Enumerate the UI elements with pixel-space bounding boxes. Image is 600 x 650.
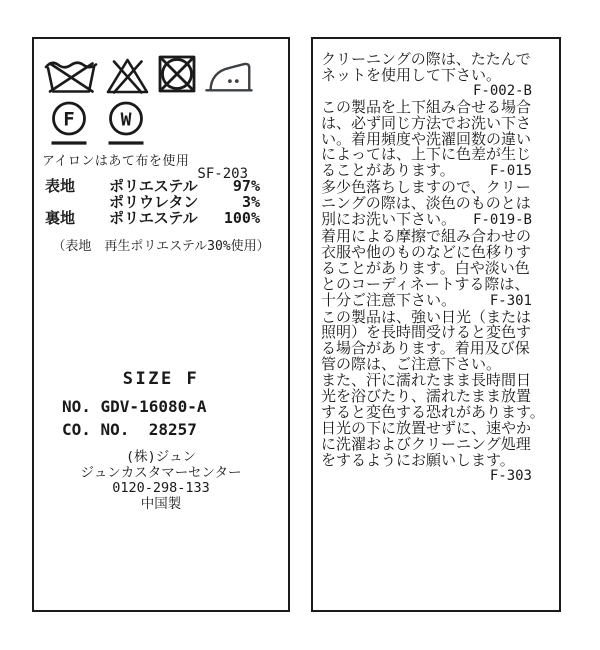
care-code: F-015 xyxy=(489,163,532,180)
care-line-text: は、必ず同じ方法でお洗い下さ xyxy=(321,113,532,132)
care-symbols-panel xyxy=(32,37,290,612)
care-line-text: 十分ご注意下さい。 xyxy=(321,290,457,309)
manufacturer-line: 中国製 xyxy=(140,495,182,512)
fabric-percentage: 100% xyxy=(223,209,260,228)
care-instructions-text xyxy=(313,52,559,484)
care-instruction-line xyxy=(321,469,532,485)
fabric-row xyxy=(34,194,288,210)
care-line-text: る場合があります。着用及び保 xyxy=(321,339,530,358)
do-not-bleach-icon xyxy=(105,57,150,94)
fabric-composition-table xyxy=(34,178,288,227)
fabric-part-label: 表地 xyxy=(45,177,76,195)
fabric-part-label: 裏地 xyxy=(45,209,76,228)
fabric-percentage: 97% xyxy=(232,177,260,195)
care-line-text: クリーニングの際は、たたんで xyxy=(321,50,531,68)
company-number: CO. NO. 28257 xyxy=(62,420,197,439)
do-not-tumble-dry-icon xyxy=(156,53,198,94)
care-line-text: 照明）を長時間受けると変色す xyxy=(321,323,532,342)
care-instruction-line xyxy=(321,450,532,469)
manufacturer-line: (株)ジュン xyxy=(126,449,196,465)
iron-instruction-note: アイロンはあて布を使用 xyxy=(42,154,190,169)
care-line-text: とのコーディネートする際は、 xyxy=(321,274,530,293)
care-line-text: また、汗に濡れたまま長時間日 xyxy=(321,371,532,390)
fabric-fiber-name: ポリウレタン xyxy=(109,193,199,212)
care-instruction-line xyxy=(321,65,532,84)
manufacturer-line: 0120-298-133 xyxy=(112,480,210,497)
fabric-row xyxy=(34,210,288,226)
care-line-text: 日光の下に放置せずに、速やか xyxy=(321,418,532,437)
symbols-code: SF-203 xyxy=(197,166,248,182)
care-line-text: この製品を上下組み合せる場合 xyxy=(321,97,532,116)
care-line-text: 管の際は、ご注意下さい。 xyxy=(321,355,502,374)
size-label: SIZE F xyxy=(122,369,200,389)
fabric-fiber-name: ポリエステル xyxy=(109,177,198,195)
care-code: F-002-B xyxy=(472,82,532,99)
dry-clean-letter: F xyxy=(63,108,75,131)
care-line-text: によっては、上下に色差が生じ xyxy=(321,145,532,164)
care-symbols-row-2 xyxy=(49,100,146,146)
manufacturer-line: ジュンカスタマーセンター xyxy=(80,464,242,481)
manufacturer-block xyxy=(34,450,288,512)
care-line-text: に洗濯およびクリーニング処理 xyxy=(321,434,531,453)
care-line-text: ニングの際は、淡色のものとは xyxy=(321,194,531,213)
iron-two-dots-icon xyxy=(204,59,254,94)
care-instruction-line xyxy=(321,290,532,310)
care-line-text: ることがあります。白や淡い色 xyxy=(321,258,530,277)
care-line-text: 多少色落ちしますので、クリー xyxy=(321,178,531,197)
recycled-material-note: （表地 再生ポリエステル30%使用） xyxy=(52,239,270,254)
care-instructions-panel xyxy=(311,37,561,612)
wet-clean-letter: W xyxy=(120,109,132,131)
care-line-text: 衣服や他のものなどに色移りす xyxy=(321,242,532,261)
care-code: F-301 xyxy=(489,292,532,309)
dry-clean-f-underline-icon xyxy=(49,100,89,146)
care-line-text: ネットを使用して下さい。 xyxy=(321,65,502,84)
care-line-text: い。着用頻度や洗濯回数の違い xyxy=(321,129,532,148)
wet-clean-w-underline-icon xyxy=(106,100,146,146)
fabric-fiber-name: ポリエステル xyxy=(109,209,198,228)
care-code: F-019-B xyxy=(472,212,532,229)
care-line-text: ることがあります。 xyxy=(321,161,455,180)
care-line-text: をするようにお願いします。 xyxy=(321,450,515,469)
care-line-text: 別にお洗い下さい。 xyxy=(321,210,457,229)
do-not-wash-icon xyxy=(43,57,99,94)
product-number: NO. GDV-16080-A xyxy=(62,397,207,416)
care-code: F-303 xyxy=(489,467,532,484)
care-line-text: 着用による摩擦で組み合わせの xyxy=(321,226,532,245)
fabric-row xyxy=(34,178,288,194)
care-line-text: この製品は、強い日光（または xyxy=(321,307,532,326)
care-symbols-row-1 xyxy=(43,53,254,94)
care-line-text: すると変色する恐れがあります。 xyxy=(321,402,545,421)
fabric-part-label xyxy=(45,194,109,210)
fabric-percentage: 3% xyxy=(241,193,260,212)
care-line-text: 光を浴びたり、濡れたまま放置 xyxy=(321,387,532,406)
